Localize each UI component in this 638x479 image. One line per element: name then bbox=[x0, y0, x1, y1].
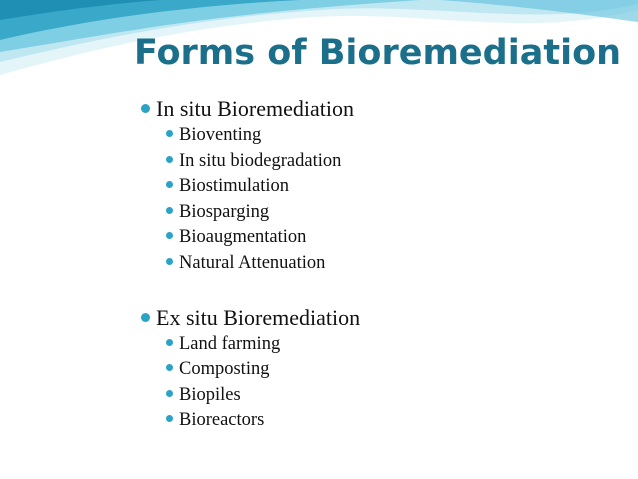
list-item bbox=[166, 227, 306, 248]
list-item-label: Composting bbox=[179, 359, 270, 379]
bullet-icon bbox=[166, 415, 173, 422]
section-heading-in-situ bbox=[141, 96, 354, 122]
bullet-icon bbox=[166, 232, 173, 239]
list-item-label: In situ biodegradation bbox=[179, 151, 342, 171]
section-heading-label: In situ Bioremediation bbox=[156, 96, 354, 121]
list-item bbox=[166, 151, 341, 172]
list-item-label: Bioaugmentation bbox=[179, 227, 307, 247]
list-item bbox=[166, 359, 269, 380]
list-item bbox=[166, 202, 269, 223]
list-item-label: Bioventing bbox=[179, 125, 262, 145]
bullet-icon bbox=[166, 207, 173, 214]
bullet-icon bbox=[166, 130, 173, 137]
bullet-icon bbox=[166, 181, 173, 188]
bullet-icon bbox=[166, 156, 173, 163]
list-item bbox=[166, 334, 280, 355]
list-item-label: Biopiles bbox=[179, 385, 241, 405]
list-item bbox=[166, 125, 261, 146]
bullet-icon bbox=[141, 313, 150, 322]
list-item-label: Biosparging bbox=[179, 202, 270, 222]
slide-title: Forms of Bioremediation bbox=[134, 33, 622, 73]
bullet-icon bbox=[166, 258, 173, 265]
list-item-label: Bioreactors bbox=[179, 410, 265, 430]
bullet-icon bbox=[166, 339, 173, 346]
bullet-icon bbox=[166, 364, 173, 371]
list-item bbox=[166, 176, 289, 197]
section-heading-ex-situ bbox=[141, 305, 360, 331]
bullet-icon bbox=[141, 104, 150, 113]
list-item-label: Land farming bbox=[179, 334, 281, 354]
list-item bbox=[166, 385, 241, 406]
section-heading-label: Ex situ Bioremediation bbox=[156, 305, 361, 330]
list-item bbox=[166, 410, 264, 431]
list-item bbox=[166, 253, 325, 274]
list-item-label: Biostimulation bbox=[179, 176, 289, 196]
bullet-icon bbox=[166, 390, 173, 397]
list-item-label: Natural Attenuation bbox=[179, 253, 326, 273]
